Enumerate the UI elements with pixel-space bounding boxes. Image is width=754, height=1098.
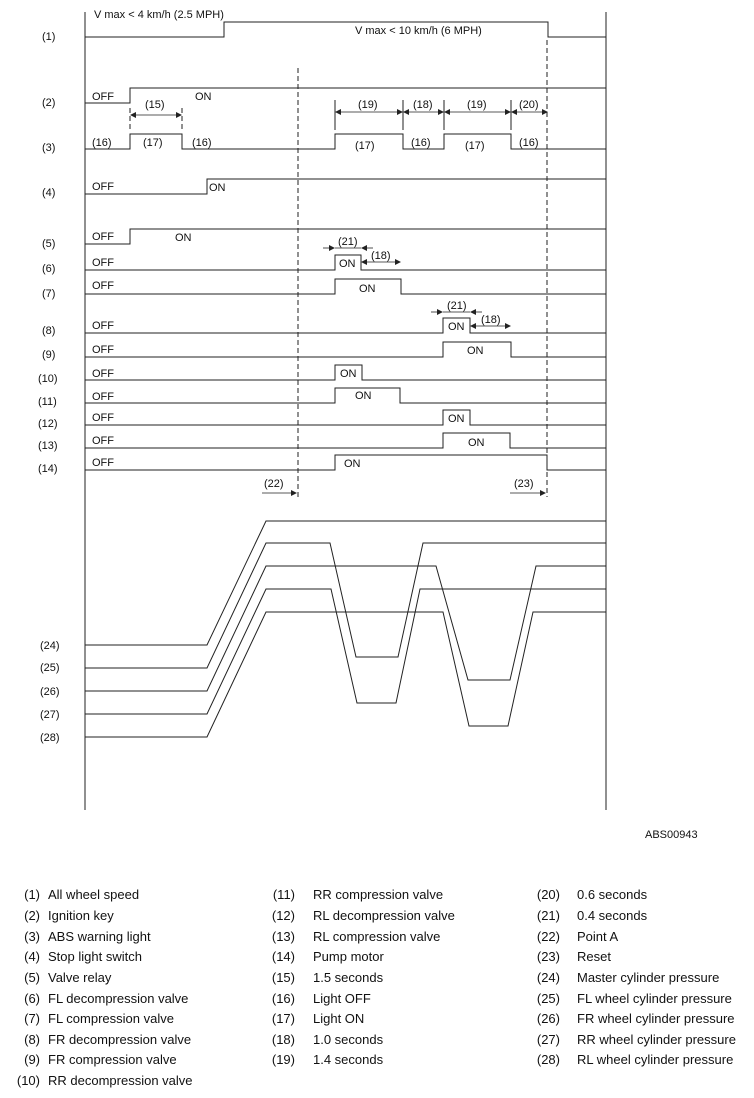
legend-num: (24) [536,970,560,985]
legend-num: (23) [536,949,560,964]
legend [0,884,754,1088]
row-label: (2) [42,97,56,109]
dim-21-label: (21) [447,300,467,312]
legend-text: RL decompression valve [313,908,455,923]
rr-comp-on-label: ON [355,390,372,402]
legend-num: (9) [24,1052,40,1067]
rr-decomp-off-label: OFF [92,368,114,380]
legend-num: (12) [271,908,295,923]
legend-num: (20) [536,887,560,902]
legend-text: Light ON [313,1011,365,1026]
dim-15-label: (15) [145,99,165,111]
stop-light-trace [85,179,606,194]
legend-text: Valve relay [48,970,112,985]
legend-num: (3) [24,929,40,944]
ignition-off-label: OFF [92,91,114,103]
light-off-label: (16) [411,137,431,149]
row-label: (9) [42,349,56,361]
dim-23-label: (23) [514,478,534,490]
fr-comp-on-label: ON [467,345,484,357]
legend-text: 0.4 seconds [577,908,648,923]
row-label: (3) [42,142,56,154]
legend-text: 1.5 seconds [313,970,384,985]
fl-wheel-pressure-trace [85,543,606,668]
rr-compression-trace [85,388,606,403]
legend-text: RL compression valve [313,929,441,944]
dim-19-label: (19) [358,99,378,111]
legend-num: (11) [272,887,295,902]
row-labels [38,31,60,744]
dim-18-label: (18) [371,250,391,262]
speed-low-label: V max < 4 km/h (2.5 MPH) [94,9,224,21]
legend-text: Light OFF [313,991,371,1006]
dim-21-label: (21) [338,236,358,248]
rl-decomp-off-label: OFF [92,412,114,424]
legend-text: Point A [577,929,619,944]
ignition-on-label: ON [195,91,212,103]
legend-text: Pump motor [313,949,384,964]
legend-text: RL wheel cylinder pressure [577,1052,734,1067]
legend-text: FR decompression valve [48,1032,192,1047]
fl-decomp-on-label: ON [339,258,356,270]
legend-text: Reset [577,949,611,964]
legend-num: (22) [536,929,560,944]
row-label: (10) [38,373,58,385]
rl-decomp-on-label: ON [448,413,465,425]
legend-num: (2) [24,908,40,923]
legend-text: FL compression valve [48,1011,174,1026]
fr-compression-trace [85,342,606,357]
row-label: (12) [38,418,58,430]
legend-num: (16) [271,991,295,1006]
row-label: (1) [42,31,56,43]
legend-text: FL wheel cylinder pressure [577,991,732,1006]
legend-text: FL decompression valve [48,991,189,1006]
pump-off-label: OFF [92,457,114,469]
legend-text: All wheel speed [48,887,140,902]
legend-text: RR compression valve [313,887,444,902]
legend-text: RR decompression valve [48,1073,193,1088]
legend-num: (28) [536,1052,560,1067]
rr-wheel-pressure-trace [85,589,606,714]
legend-num: (7) [24,1011,40,1026]
row-label: (4) [42,187,56,199]
light-off-label: (16) [519,137,539,149]
row-label: (24) [40,640,60,652]
fr-comp-off-label: OFF [92,344,114,356]
legend-num: (5) [24,970,40,985]
legend-num: (4) [24,949,40,964]
row-label: (6) [42,263,56,275]
rr-decomp-on-label: ON [340,368,357,380]
row-label: (14) [38,463,58,475]
legend-text: Ignition key [48,908,114,923]
legend-text: FR compression valve [48,1052,177,1067]
legend-num: (1) [24,887,40,902]
legend-num: (21) [536,908,560,923]
rl-wheel-pressure-trace [85,612,606,737]
fr-decomp-off-label: OFF [92,320,114,332]
row-label: (13) [38,440,58,452]
legend-text: Stop light switch [48,949,142,964]
rl-decompression-trace [85,410,606,425]
legend-num: (17) [271,1011,295,1026]
row-label: (5) [42,238,56,250]
legend-num: (19) [271,1052,295,1067]
fr-decomp-on-label: ON [448,321,465,333]
pump-on-label: ON [344,458,361,470]
legend-num: (15) [271,970,295,985]
fl-compression-trace [85,279,606,294]
master-cylinder-pressure-trace [85,521,606,645]
dim-20-label: (20) [519,99,539,111]
legend-num: (13) [271,929,295,944]
dim-19-label: (19) [467,99,487,111]
fl-comp-on-label: ON [359,283,376,295]
light-on-label: (17) [143,137,163,149]
rr-comp-off-label: OFF [92,391,114,403]
legend-num: (27) [536,1032,560,1047]
relay-on-label: ON [175,232,192,244]
legend-text: 1.0 seconds [313,1032,384,1047]
fr-wheel-pressure-trace [85,566,606,691]
fl-decomp-off-label: OFF [92,257,114,269]
rl-compression-trace [85,433,606,448]
stop-off-label: OFF [92,181,114,193]
light-on-label: (17) [465,140,485,152]
light-on-label: (17) [355,140,375,152]
legend-num: (14) [271,949,295,964]
speed-high-label: V max < 10 km/h (6 MPH) [355,25,482,37]
row-label: (27) [40,709,60,721]
legend-text: 0.6 seconds [577,887,648,902]
dim-18-label: (18) [481,314,501,326]
legend-num: (10) [16,1073,40,1088]
legend-num: (18) [271,1032,295,1047]
fr-decompression-trace [85,318,606,333]
row-label: (26) [40,686,60,698]
dim-22-label: (22) [264,478,284,490]
relay-off-label: OFF [92,231,114,243]
legend-text: ABS warning light [48,929,151,944]
light-off-label: (16) [92,137,112,149]
row-label: (8) [42,325,56,337]
dim-18-label: (18) [413,99,433,111]
rl-comp-off-label: OFF [92,435,114,447]
row-label: (28) [40,732,60,744]
legend-text: 1.4 seconds [313,1052,384,1067]
row-label: (11) [38,396,57,408]
row-label: (25) [40,662,60,674]
row-label: (7) [42,288,56,300]
legend-text: FR wheel cylinder pressure [577,1011,735,1026]
legend-num: (6) [24,991,40,1006]
rl-comp-on-label: ON [468,437,485,449]
stop-on-label: ON [209,182,226,194]
legend-text: Master cylinder pressure [577,970,720,985]
wheel-speed-trace [85,22,606,37]
light-off-label: (16) [192,137,212,149]
legend-text: RR wheel cylinder pressure [577,1032,736,1047]
legend-num: (26) [536,1011,560,1026]
figure-code: ABS00943 [645,829,698,841]
legend-num: (8) [24,1032,40,1047]
legend-num: (25) [536,991,560,1006]
fl-comp-off-label: OFF [92,280,114,292]
